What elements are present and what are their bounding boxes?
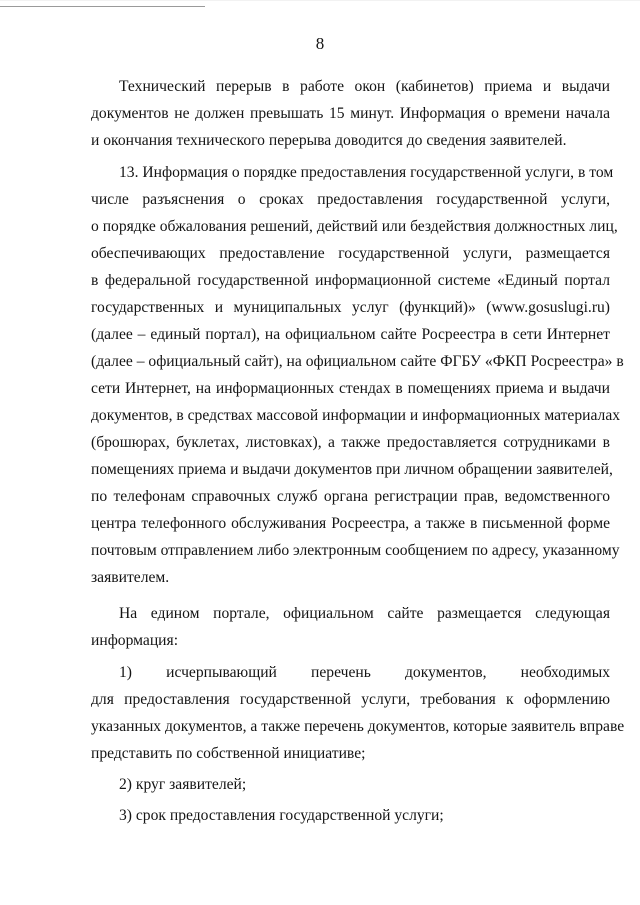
text-line: по телефонам справочных служб органа регистрации прав, ведомственного — [91, 488, 610, 505]
text-line: о порядке обжалования решений, действий или бездействия должностных лиц, — [91, 218, 618, 235]
text-line: для предоставления государственной услуги, требования к оформлению — [91, 691, 610, 708]
text-line: почтовым отправлением либо электронным сообщением по адресу, указанному — [91, 542, 620, 559]
list-item: 1) исчерпывающий перечень документов, необходимых — [119, 664, 610, 681]
text-line: Технический перерыв в работе окон (кабинетов) приема и выдачи — [119, 78, 610, 95]
scan-artifact-line — [0, 6, 205, 7]
text-line: и окончания технического перерыва доводится до сведения заявителей. — [91, 132, 567, 149]
list-item: 3) срок предоставления государственной услуги; — [119, 807, 444, 824]
text-line: представить по собственной инициативе; — [91, 745, 366, 762]
text-line: (далее – официальный сайт), на официальном сайте ФГБУ «ФКП Росреестра» в — [91, 353, 624, 370]
text-line: документов, в средствах массовой информации и информационных материалах — [91, 407, 621, 424]
text-line: в федеральной государственной информационной системе «Единый портал — [91, 272, 610, 289]
text-line: заявителем. — [91, 569, 170, 586]
text-line: информация: — [91, 632, 179, 649]
text-line: (брошюрах, буклетах, листовках), а также предоставляется сотрудниками в — [91, 434, 610, 451]
text-line: указанных документов, а также перечень документов, которые заявитель вправе — [91, 718, 625, 735]
text-line: документов не должен превышать 15 минут. Информация о времени начала — [91, 105, 610, 122]
text-line: обеспечивающих предоставление государственной услуги, размещается — [91, 245, 610, 262]
text-line: (далее – единый портал), на официальном сайте Росреестра в сети Интернет — [91, 326, 610, 343]
text-line: сети Интернет, на информационных стендах в помещениях приема и выдачи — [91, 380, 610, 397]
scan-edge — [0, 0, 640, 1]
text-line: На едином портале, официальном сайте размещается следующая — [119, 605, 610, 622]
list-item: 2) круг заявителей; — [119, 776, 247, 793]
text-line: 13. Информация о порядке предоставления государственной услуги, в том — [119, 164, 614, 181]
text-line: государственных и муниципальных услуг (функций)» (www.gosuslugi.ru) — [91, 299, 610, 316]
page-number: 8 — [315, 34, 325, 53]
text-line: числе разъяснения о сроках предоставления государственной услуги, — [91, 191, 610, 208]
text-line: центра телефонного обслуживания Росреестра, а также в письменной форме — [91, 515, 610, 532]
text-line: помещениях приема и выдачи документов при личном обращении заявителей, — [91, 461, 613, 478]
